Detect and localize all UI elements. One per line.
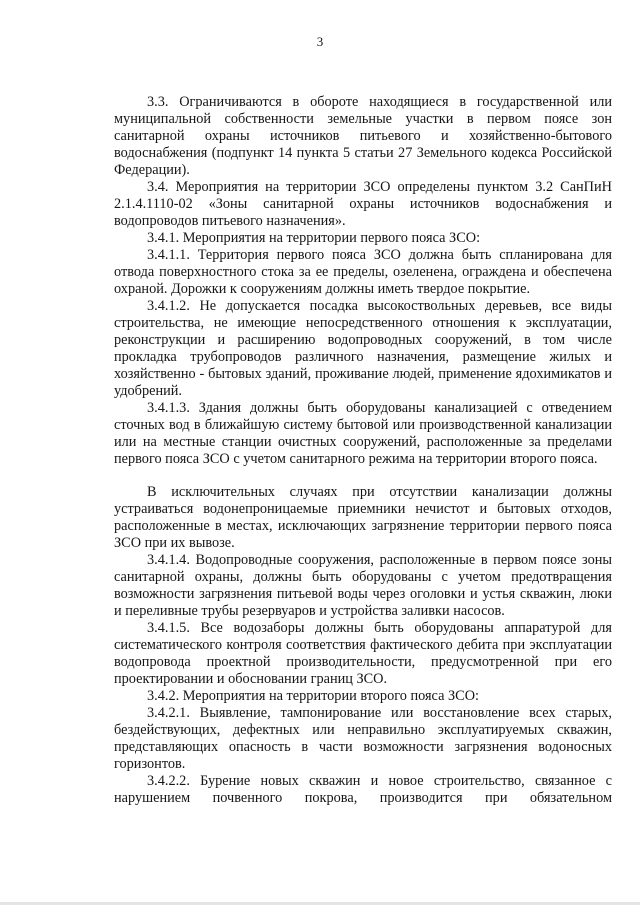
scan-edge-line: [0, 902, 640, 905]
paragraph-exceptional-cases: В исключительных случаях при отсутствии канализации должны устраиваться водонепроницаемые приемники нечистот и бытовых отходов, расположенные в местах, исключающих загрязнение территории первого пояса ЗСО при их вывозе.: [114, 484, 612, 551]
paragraph-3-4-1-5: 3.4.1.5. Все водозаборы должны быть оборудованы аппаратурой для систематического контроля соответствия фактического дебита при эксплуатации водопровода проектной производительности, предусмотренной при его проектировании и обосновании границ ЗСО.: [114, 620, 612, 687]
paragraph-3-4-2-1: 3.4.2.1. Выявление, тампонирование или восстановление всех старых, бездействующих, дефектных или неправильно эксплуатируемых скважин, представляющих опасность в части возможности загрязнения водоносных горизонтов.: [114, 705, 612, 772]
paragraph-3-4-1-3: 3.4.1.3. Здания должны быть оборудованы канализацией с отведением сточных вод в ближайшую систему бытовой или производственной канализации или на местные станции очистных сооружений, расположенные за пределами первого пояса ЗСО с учетом санитарного режима на территории второго пояса.: [114, 400, 612, 467]
paragraph-3-4-1-2: 3.4.1.2. Не допускается посадка высокоствольных деревьев, все виды строительства, не имеющие непосредственного отношения к эксплуатации, реконструкции и расширению водопроводных сооружений, в том числе прокладка трубопроводов различного назначения, размещение жилых и хозяйственно - бытовых зданий, проживание людей, применение ядохимикатов и удобрений.: [114, 298, 612, 399]
page-number: 3: [316, 34, 324, 49]
paragraph-3-4-2: 3.4.2. Мероприятия на территории второго пояса ЗСО:: [147, 688, 479, 704]
paragraph-3-4-1-1: 3.4.1.1. Территория первого пояса ЗСО должна быть спланирована для отвода поверхностного стока за ее пределы, озеленена, ограждена и обеспечена охраной. Дорожки к сооружениям должны иметь твердое покрытие.: [114, 247, 612, 297]
paragraph-3-4-2-2: 3.4.2.2. Бурение новых скважин и новое строительство, связанное с нарушением почвенного покрова, производится при обязательном: [114, 773, 612, 806]
paragraph-3-4-1: 3.4.1. Мероприятия на территории первого пояса ЗСО:: [147, 230, 481, 246]
paragraph-3-3: 3.3. Ограничиваются в обороте находящиеся в государственной или муниципальной собственности земельные участки в первом поясе зон санитарной охраны источников питьевого и хозяйственно-бытового водоснабжения (подпункт 14 пункта 5 статьи 27 Земельного кодекса Российской Федерации).: [114, 94, 612, 178]
paragraph-3-4-1-4: 3.4.1.4. Водопроводные сооружения, расположенные в первом поясе зоны санитарной охраны, должны быть оборудованы с учетом предотвращения возможности загрязнения питьевой воды через оголовки и устья скважин, люки и переливные трубы резервуаров и устройства заливки насосов.: [114, 552, 612, 619]
paragraph-3-4: 3.4. Мероприятия на территории ЗСО определены пунктом 3.2 СанПиН 2.1.4.1110-02 «Зоны санитарной охраны источников водоснабжения и водопроводов питьевого назначения».: [114, 179, 612, 229]
document-body: [114, 94, 612, 807]
